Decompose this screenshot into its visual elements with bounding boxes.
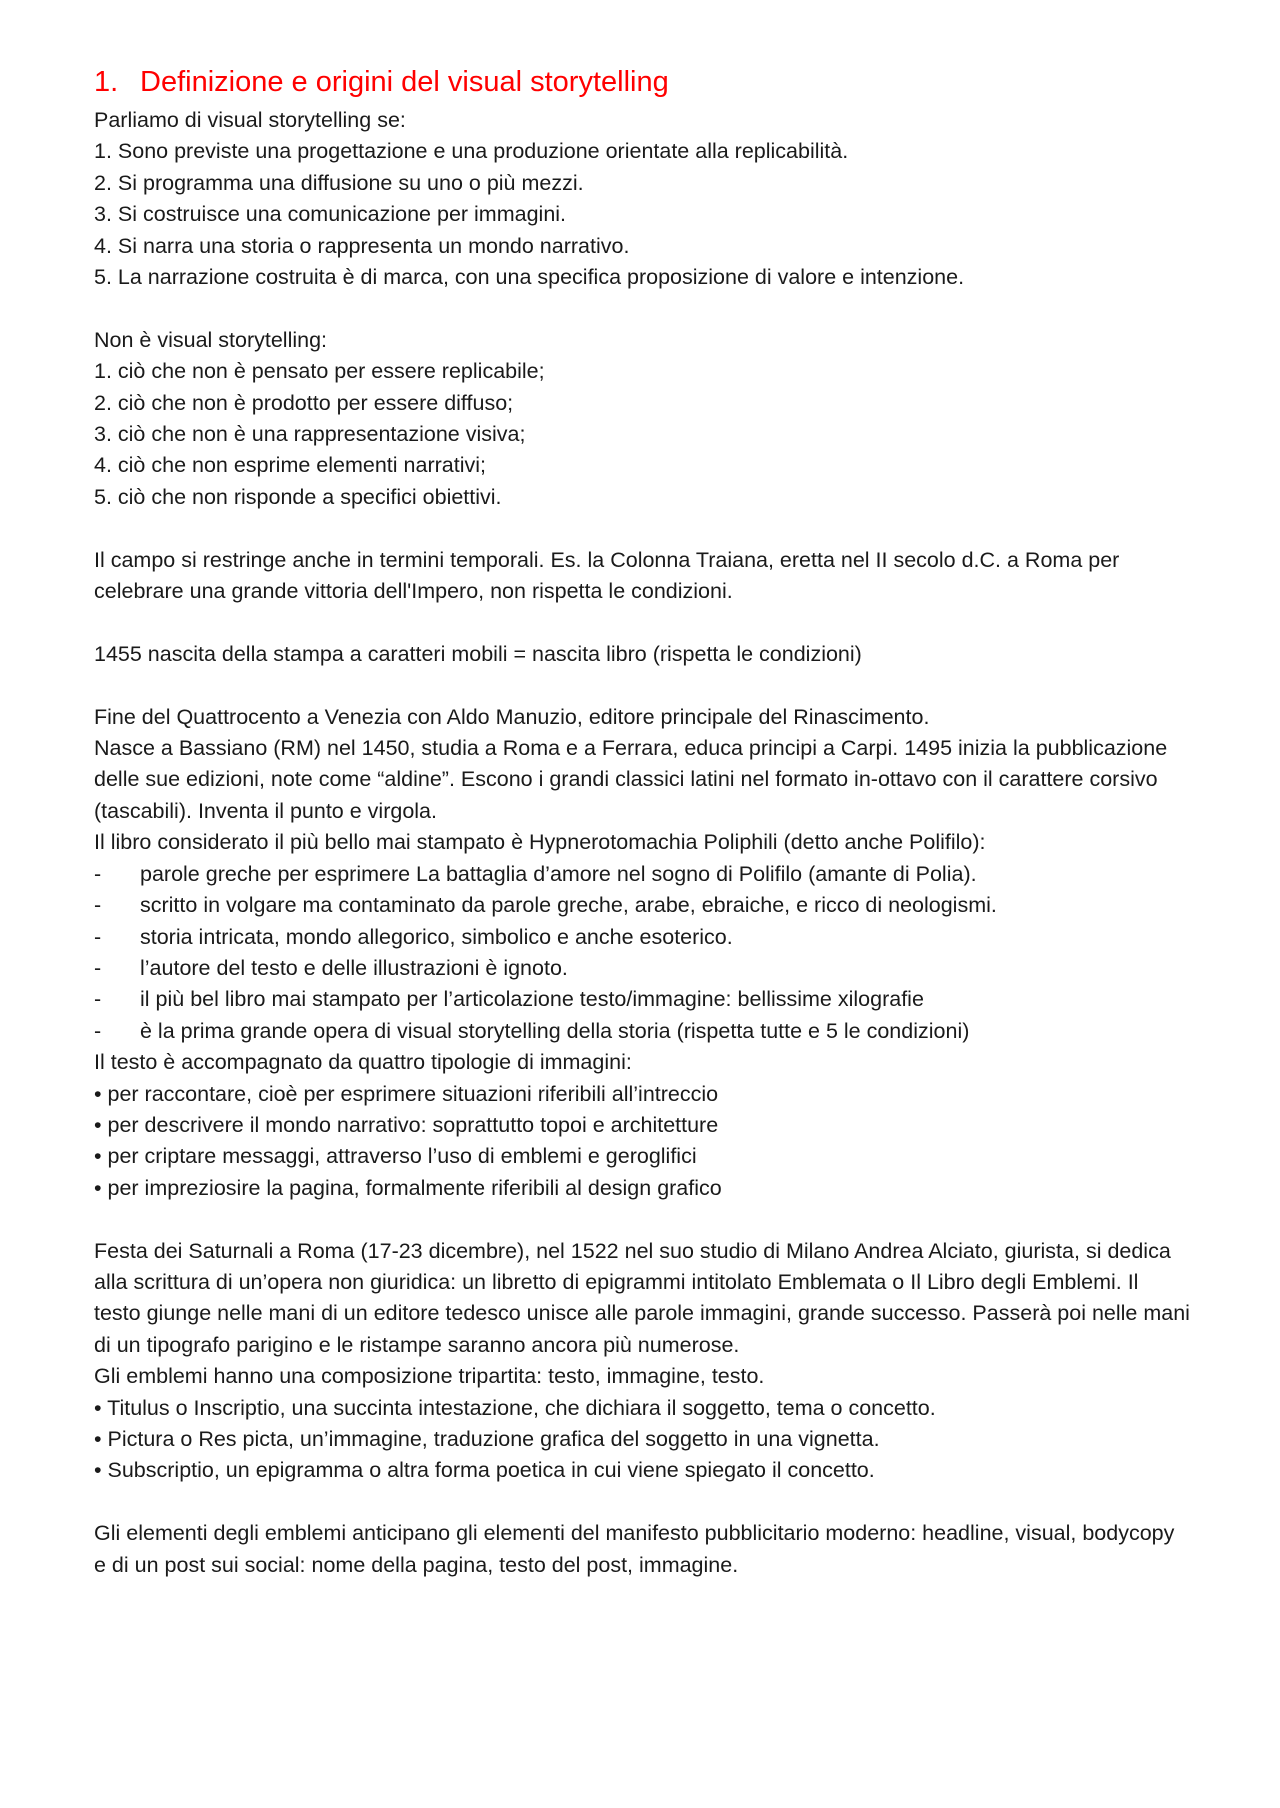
heading-title: Definizione e origini del visual storytelling bbox=[140, 66, 669, 98]
non-conditions-list bbox=[94, 356, 1190, 513]
spacer bbox=[94, 607, 1190, 638]
spacer bbox=[94, 1487, 1190, 1518]
list-item: 4. ciò che non esprime elementi narrativi; bbox=[94, 453, 486, 478]
paragraph-emblemi-composizione: Gli emblemi hanno una composizione tripartita: testo, immagine, testo. bbox=[94, 1364, 765, 1389]
paragraph-manuzio: Nasce a Bassiano (RM) nel 1450, studia a Roma e a Ferrara, educa principi a Carpi. 1495 inizia la pubblicazione delle sue edizioni, note come “aldine”. Escono i grandi classici latini nel formato in-ottavo con il carattere corsivo (tascabili). Inventa il punto e virgola. bbox=[94, 736, 1168, 823]
list-item: 4. Si narra una storia o rappresenta un mondo narrativo. bbox=[94, 233, 630, 258]
dash-list-item bbox=[94, 890, 1190, 921]
paragraph-stampa: 1455 nascita della stampa a caratteri mobili = nascita libro (rispetta le condizioni) bbox=[94, 641, 862, 666]
spacer bbox=[94, 293, 1190, 324]
dash-list-item bbox=[94, 953, 1190, 984]
dash-list-item bbox=[94, 1016, 1190, 1047]
paragraph-saturnali: Festa dei Saturnali a Roma (17-23 dicembre), nel 1522 nel suo studio di Milano Andrea Alciato, giurista, si dedica alla scrittura di un’opera non giuridica: un libretto di epigrammi intitolato Emblemata o Il Libro degli Emblemi. Il testo giunge nelle mani di un editore tedesco unisce alle parole immagini, grande successo. Passerà poi nelle mani di un tipografo parigino e le ristampe saranno ancora più numerose. bbox=[94, 1238, 1190, 1357]
list-item: 2. ciò che non è prodotto per essere diffuso; bbox=[94, 390, 514, 415]
list-item: 1. Sono previste una progettazione e una produzione orientate alla replicabilità. bbox=[94, 139, 849, 164]
list-item: 3. ciò che non è una rappresentazione visiva; bbox=[94, 422, 526, 447]
image-types-list bbox=[94, 1079, 1190, 1205]
dash-marker: - bbox=[94, 987, 102, 1012]
bullet-item: • per criptare messaggi, attraverso l’uso di emblemi e geroglifici bbox=[94, 1144, 697, 1169]
dash-marker: - bbox=[94, 955, 102, 980]
spacer bbox=[94, 670, 1190, 701]
bullet-item: • Subscriptio, un epigramma o altra forma poetica in cui viene spiegato il concetto. bbox=[94, 1458, 875, 1483]
dash-item-text: il più bel libro mai stampato per l’articolazione testo/immagine: bellissime xilografie bbox=[140, 987, 924, 1012]
list-item: 5. La narrazione costruita è di marca, con una specifica proposizione di valore e intenzione. bbox=[94, 265, 965, 290]
dash-item-text: l’autore del testo e delle illustrazioni è ignoto. bbox=[140, 955, 568, 980]
dash-list-item bbox=[94, 859, 1190, 890]
spacer bbox=[94, 513, 1190, 544]
emblem-parts-list bbox=[94, 1393, 1190, 1487]
dash-list-item bbox=[94, 984, 1190, 1015]
conditions-list bbox=[94, 136, 1190, 293]
heading-number: 1. bbox=[94, 66, 119, 98]
paragraph-images-intro: Il testo è accompagnato da quattro tipologie di immagini: bbox=[94, 1050, 632, 1075]
dash-item-text: è la prima grande opera di visual storytelling della storia (rispetta tutte e 5 le condizioni) bbox=[140, 1018, 970, 1043]
dash-marker: - bbox=[94, 924, 102, 949]
bullet-item: • per raccontare, cioè per esprimere situazioni riferibili all’intreccio bbox=[94, 1081, 719, 1106]
section1-intro: Parliamo di visual storytelling se: bbox=[94, 108, 406, 132]
dash-item-text: storia intricata, mondo allegorico, simbolico e anche esoterico. bbox=[140, 924, 733, 949]
bullet-item: • Titulus o Inscriptio, una succinta intestazione, che dichiara il soggetto, tema o concetto. bbox=[94, 1395, 936, 1420]
dash-marker: - bbox=[94, 1018, 102, 1043]
dash-list-item bbox=[94, 922, 1190, 953]
bullet-item: • Pictura o Res picta, un’immagine, traduzione grafica del soggetto in una vignetta. bbox=[94, 1426, 880, 1451]
paragraph-final: Gli elementi degli emblemi anticipano gli elementi del manifesto pubblicitario moderno: headline, visual, bodycopy e di un post sui social: nome della pagina, testo del post, immagine. bbox=[94, 1521, 1175, 1577]
dash-marker: - bbox=[94, 861, 102, 886]
list-item: 1. ciò che non è pensato per essere replicabile; bbox=[94, 359, 545, 384]
dash-item-text: parole greche per esprimere La battaglia d’amore nel sogno di Polifilo (amante di Polia). bbox=[140, 861, 977, 886]
paragraph-colonna-traiana: Il campo si restringe anche in termini temporali. Es. la Colonna Traiana, eretta nel II secolo d.C. a Roma per celebrare una grande vittoria dell'Impero, non rispetta le condizioni. bbox=[94, 547, 1120, 604]
paragraph-manuzio-intro: Fine del Quattrocento a Venezia con Aldo Manuzio, editore principale del Rinascimento. bbox=[94, 704, 930, 729]
bullet-item: • per descrivere il mondo narrativo: soprattutto topoi e architetture bbox=[94, 1112, 719, 1137]
paragraph-polifilo-intro: Il libro considerato il più bello mai stampato è Hypnerotomachia Poliphili (detto anche Polifilo): bbox=[94, 830, 986, 855]
bullet-item: • per impreziosire la pagina, formalmente riferibili al design grafico bbox=[94, 1175, 722, 1200]
section2-intro: Non è visual storytelling: bbox=[94, 327, 328, 352]
list-item: 5. ciò che non risponde a specifici obiettivi. bbox=[94, 484, 502, 509]
dash-item-text: scritto in volgare ma contaminato da parole greche, arabe, ebraiche, e ricco di neologismi. bbox=[140, 893, 997, 918]
spacer bbox=[94, 1204, 1190, 1235]
list-item: 2. Si programma una diffusione su uno o più mezzi. bbox=[94, 170, 584, 195]
polifilo-dash-list bbox=[94, 859, 1190, 1047]
section-heading bbox=[94, 62, 1190, 102]
list-item: 3. Si costruisce una comunicazione per immagini. bbox=[94, 202, 567, 227]
dash-marker: - bbox=[94, 893, 102, 918]
